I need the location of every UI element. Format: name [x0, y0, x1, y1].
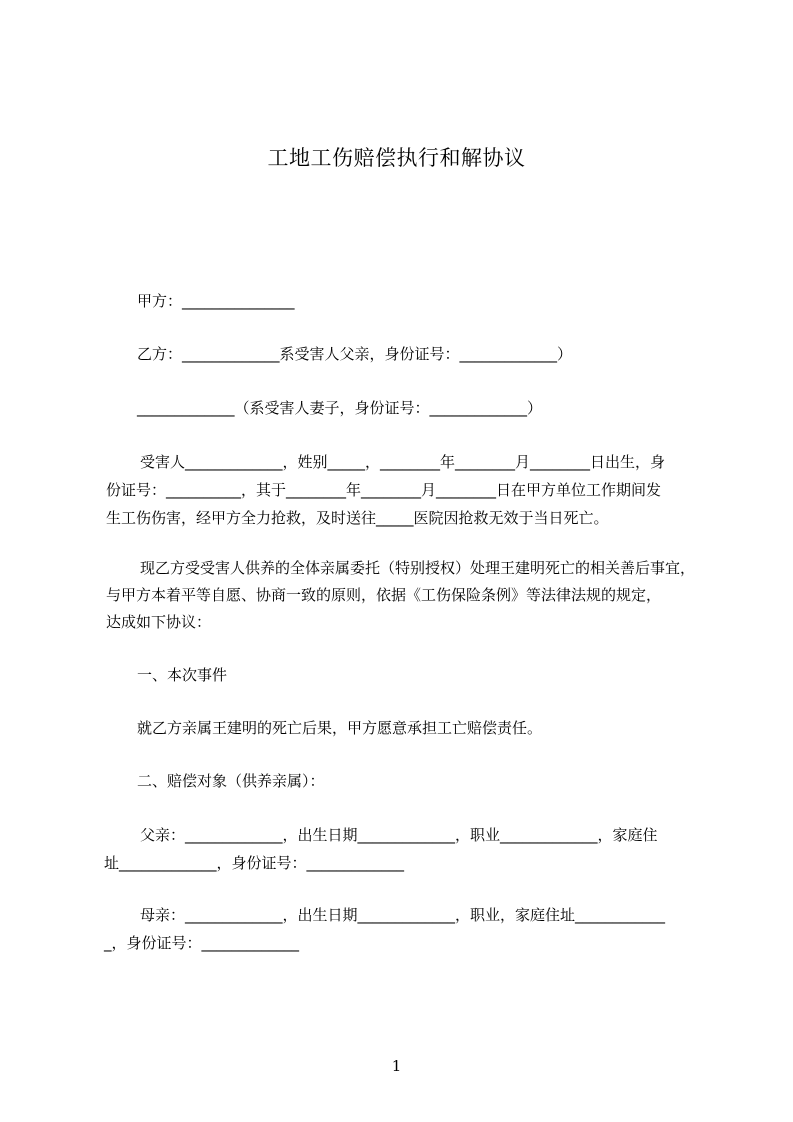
party-a-line: 甲方：_______________ [137, 292, 295, 310]
victim-paragraph-line-2: 份证号：__________，其于________年________月________日在甲方单位工作期间发 [106, 481, 662, 499]
mandate-paragraph-line-3: 达成如下协议： [106, 613, 212, 631]
document-title: 工地工伤赔偿执行和解协议 [267, 146, 526, 170]
mother-paragraph-line-1: 母亲：_____________，出生日期_____________，职业，家庭住址____________ [140, 906, 666, 924]
father-paragraph-line-2: 址_____________，身份证号：_____________ [104, 854, 405, 872]
section-1-body: 就乙方亲属王建明的死亡后果，甲方愿意承担工亡赔偿责任。 [137, 719, 543, 737]
mandate-paragraph-line-2: 与甲方本着平等自愿、协商一致的原则，依据《工伤保险条例》等法律法规的规定， [106, 586, 662, 604]
mandate-paragraph-line-1: 现乙方受受害人供养的全体亲属委托（特别授权）处理王建明死亡的相关善后事宜， [140, 559, 696, 577]
party-b-line-1: 乙方：_____________系受害人父亲，身份证号：_____________） [137, 345, 573, 363]
victim-paragraph-line-3: 生工伤伤害，经甲方全力抢救，及时送往_____医院因抢救无效于当日死亡。 [106, 509, 609, 527]
mother-paragraph-line-2: _，身份证号：_____________ [104, 934, 300, 952]
father-paragraph-line-1: 父亲：_____________，出生日期_____________，职业_____________，家庭住 [140, 826, 658, 844]
section-2-heading: 二、赔偿对象（供养亲属）： [137, 772, 325, 790]
section-1-heading: 一、本次事件 [137, 666, 228, 684]
party-b-line-2: _____________（系受害人妻子，身份证号：_____________） [137, 399, 543, 417]
victim-paragraph-line-1: 受害人_____________，姓别_____，________年________月________日出生，身 [140, 453, 666, 471]
page-number: 1 [391, 1057, 402, 1075]
